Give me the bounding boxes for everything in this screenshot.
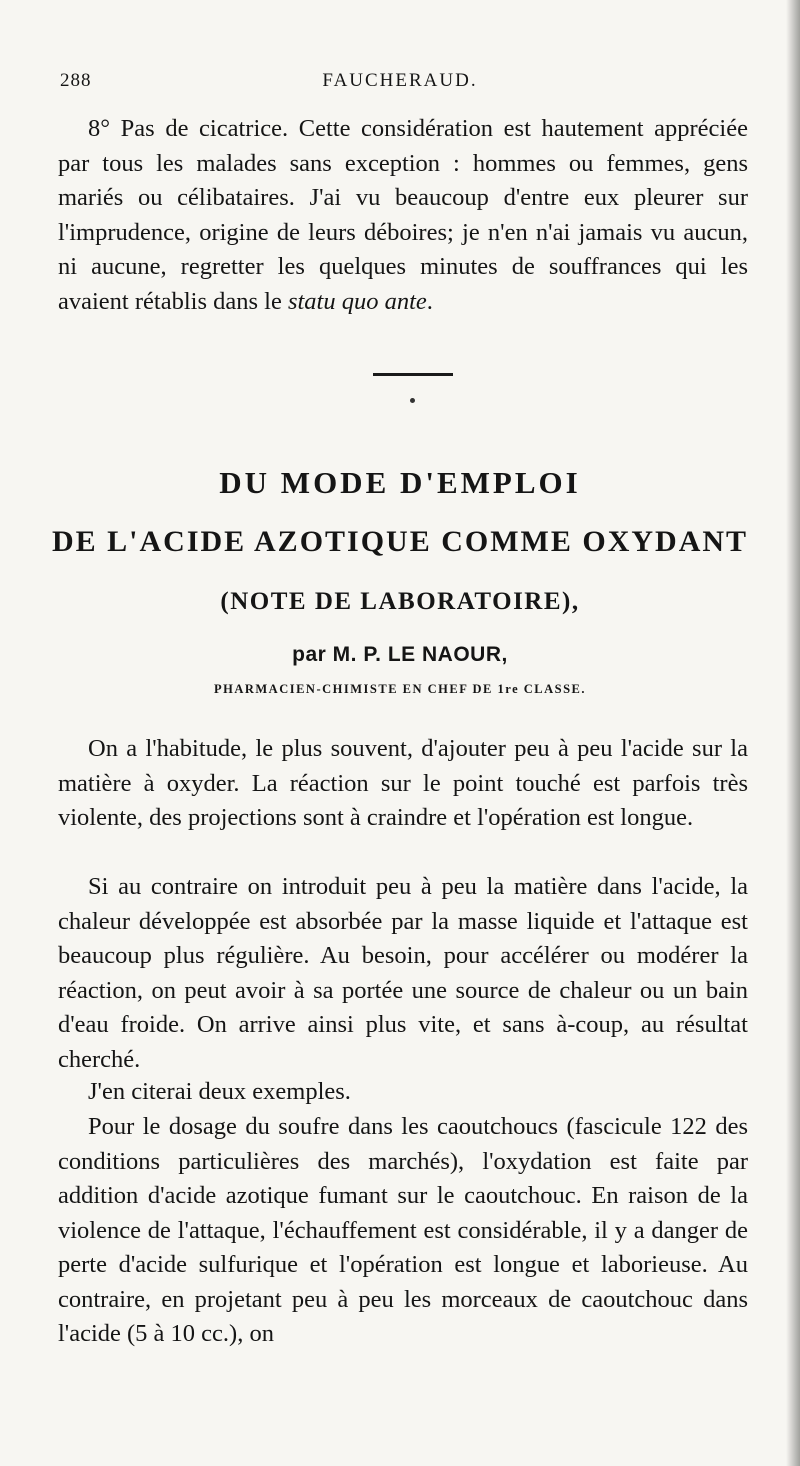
running-head (60, 70, 740, 100)
paragraph-1 (58, 732, 748, 836)
paragraph-1-text: On a l'habitude, le plus souvent, d'ajouter peu à peu l'acide sur la matière à oxyder. La réaction sur le point touché est parfois très violente, des projections sont à craindre et l'opération est longue. (58, 735, 748, 831)
article-title-line-1: DU MODE D'EMPLOI (219, 465, 581, 500)
paragraph-point-8 (58, 112, 748, 319)
article-subtitle: (NOTE DE LABORATOIRE), (220, 588, 580, 615)
page-number: 288 (60, 70, 92, 91)
divider-dot (410, 398, 415, 403)
author-affiliation: PHARMACIEN-CHIMISTE EN CHEF DE 1re CLASSE. (213, 682, 587, 696)
paragraph-4 (58, 1110, 748, 1352)
paragraph-3-text: J'en citerai deux exemples. (88, 1078, 351, 1105)
page-edge-shadow (786, 0, 800, 1466)
section-divider (373, 373, 453, 376)
paragraph-4-text: Pour le dosage du soufre dans les caoutchoucs (fascicule 122 des conditions particulières des marchés), l'oxydation est faite par addition d'acide azotique fumant sur le caoutchouc. En raison de la violence de l'attaque, l'échauffement est considérable, il y a danger de perte d'acide sulfurique et l'opération est longue et laborieuse. Au contraire, en projetant peu à peu les morceaux de caoutchouc dans l'acide (5 à 10 cc.), on (58, 1113, 748, 1347)
article-author: par M. P. LE NAOUR, (292, 643, 508, 666)
point-8-text: 8° Pas de cicatrice. Cette considération est hautement appréciée par tous les malades sans exception : hommes ou femmes, gens mariés ou célibataires. J'ai vu beaucoup d'entre eux pleurer sur l'imprudence, origine de leurs déboires; je n'en n'ai jamais vu aucun, ni aucune, regretter les quelques minutes de souffrances qui les avaient rétablis dans le (58, 115, 748, 315)
running-title: FAUCHERAUD. (322, 70, 478, 91)
point-8-end: . (426, 287, 433, 315)
point-8-italic: statu quo ante (287, 287, 427, 315)
paragraph-2 (58, 870, 748, 1077)
paragraph-2-text: Si au contraire on introduit peu à peu la matière dans l'acide, la chaleur développée est absorbée par la masse liquide et l'attaque est beaucoup plus régulière. Au besoin, pour accélérer ou modérer la réaction, on peut avoir à sa portée une source de chaleur ou un bain d'eau froide. On arrive ainsi plus vite, et sans à-coup, au résultat cherché. (58, 873, 748, 1073)
article-title-line-2: DE L'ACIDE AZOTIQUE COMME OXYDANT (51, 525, 749, 558)
paragraph-3 (58, 1075, 748, 1110)
